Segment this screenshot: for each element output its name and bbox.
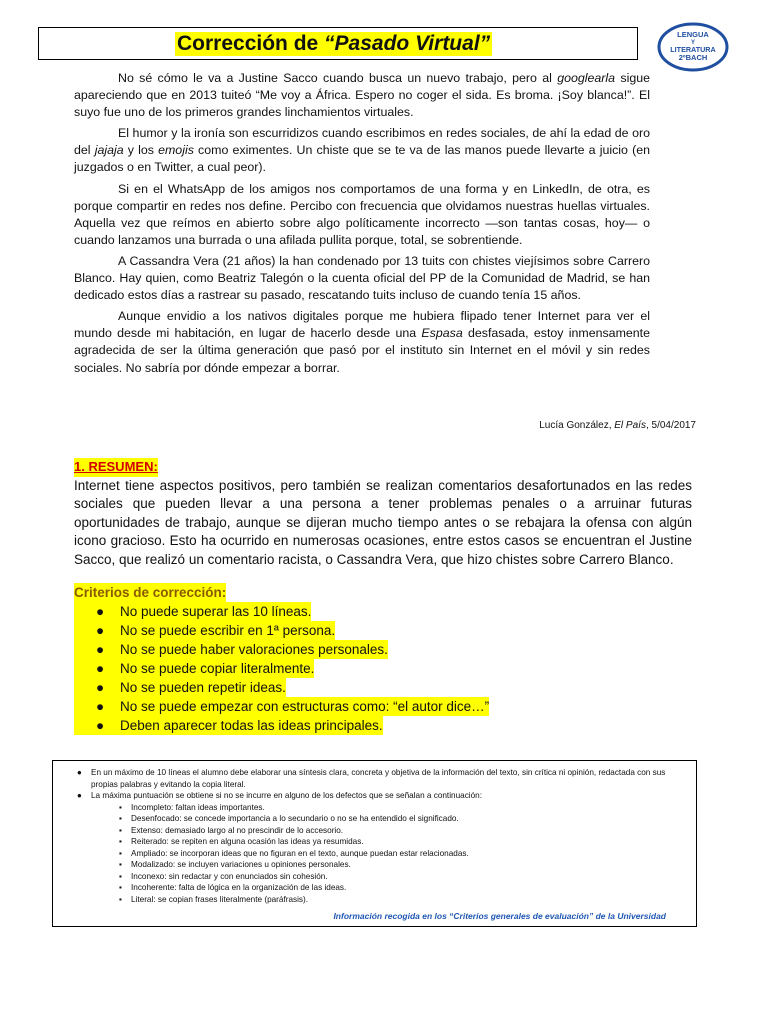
square-bullet-icon: ▪	[119, 848, 122, 858]
square-bullet-icon: ▪	[119, 871, 122, 881]
criteria-section	[74, 583, 524, 735]
source-note: Información recogida en los “Criterios generales de evaluación” de la Universidad	[333, 910, 666, 921]
list-item: ▪ Literal: se copian frases literalmente (paráfrasis).	[119, 894, 309, 904]
article-paragraph: El humor y la ironía son escurridizos cuando escribimos en redes sociales, de ahí la edad de oro del jajaja y los emojis como eximentes. Un chiste que se te va de las manos puede llevarte a juicio (en juzgados o en Twitter, a cual peor).	[74, 126, 650, 175]
list-item: ▪ Desenfocado: se concede importancia a lo secundario o no se ha entendido el significado.	[119, 814, 459, 823]
square-bullet-icon: ▪	[119, 860, 122, 869]
article-author: Lucía González, El País, 5/04/2017	[539, 420, 696, 431]
bullet-icon: ●	[77, 768, 82, 777]
square-bullet-icon: ▪	[119, 894, 122, 904]
article-paragraph: Aunque envidio a los nativos digitales porque me hubiera flipado tener Internet para ver el mundo desde mi habitación, en lugar de hacerlo desde una Espasa desfasada, estoy inmensamente agradecida de ser la última generación que pasó por el instituto sin Internet en el móvil y sin redes sociales. No sabría por dónde empezar a borrar.	[74, 309, 651, 375]
logo-line1: LENGUA	[677, 30, 709, 39]
list-item: ● En un máximo de 10 líneas el alumno debe elaborar una síntesis clara, concreta y objetiva de la información del texto, sin crítica ni opinión, redactada con sus propias palabras y evitando la copia literal.	[77, 768, 666, 789]
bullet-icon: ●	[96, 623, 105, 638]
square-bullet-icon: ▪	[119, 883, 122, 892]
bullet-icon: ●	[96, 699, 105, 714]
bullet-icon: ●	[96, 661, 105, 676]
logo-line3: LITERATURA	[670, 45, 716, 54]
square-bullet-icon: ▪	[119, 837, 122, 846]
list-item: ▪ Reiterado: se repiten en alguna ocasión las ideas ya resumidas.	[119, 837, 364, 846]
article-paragraph: Si en el WhatsApp de los amigos nos comportamos de una forma y en LinkedIn, de otra, es porque compartir en redes nos define. Percibo con frecuencia que olvidamos nuestras huellas virtuales. Aquella vez que reímos en abierto sobre algo políticamente incorrecto —son tantas cosas, hoy— o cuando lanzamos una burrada o una afilada pullita porque, total, se sobrentiende.	[74, 181, 650, 247]
square-bullet-icon: ▪	[119, 802, 122, 812]
list-item: ● No se puede escribir en 1ª persona.	[74, 621, 524, 640]
criteria-title: Criterios de corrección:	[74, 585, 227, 600]
article-paragraph: A Cassandra Vera (21 años) la han condenado por 13 tuits con chistes viejísimos sobre Carrero Blanco. Hay quien, como Beatriz Talegón o la cuenta oficial del PP de la Comunidad de Madrid, se han dedicado estos días a rastrear su pasado, rescatando tuits incluso de cuando tenía 15 años.	[74, 253, 650, 303]
bullet-icon: ●	[96, 642, 105, 657]
list-item: ▪ Incompleto: faltan ideas importantes.	[119, 802, 265, 812]
evaluation-info-box	[52, 760, 697, 927]
list-item: ▪ Inconexo: sin redactar y con enunciados sin cohesión.	[119, 871, 328, 881]
list-item: ● No se puede haber valoraciones personales.	[74, 640, 524, 659]
list-item: ● No se puede copiar literalmente.	[74, 659, 524, 678]
title-emphasis: “Pasado Virtual”	[324, 32, 491, 55]
square-bullet-icon: ▪	[119, 825, 122, 835]
list-item: ▪ Ampliado: se incorporan ideas que no figuran en el texto, aunque puedan estar relacionadas.	[119, 848, 469, 858]
article-text	[74, 70, 650, 381]
title-prefix: Corrección de	[177, 32, 325, 55]
bullet-icon: ●	[96, 604, 105, 619]
list-item: ▪ Incoherente: falta de lógica en la organización de las ideas.	[119, 883, 347, 892]
list-item: ● No puede superar las 10 líneas.	[74, 602, 524, 621]
lengua-literatura-logo	[656, 22, 730, 72]
defects-list	[77, 802, 672, 906]
list-item: ● La máxima puntuación se obtiene si no se incurre en alguno de los defectos que se señalan a continuación:	[77, 791, 482, 800]
bullet-icon: ●	[96, 680, 105, 695]
list-item: ● No se puede empezar con estructuras como: “el autor dice…”	[74, 697, 524, 716]
criteria-list	[74, 602, 524, 735]
bullet-icon: ●	[96, 718, 105, 733]
resumen-text: Internet tiene aspectos positivos, pero también se realizan comentarios desafortunados en las redes sociales que pueden llevar a una persona a tener problemas penales o a arruinar futuras oportunidades de trabajo, aunque se dijeran mucho tiempo antes o se rebajara la ofensa con algún icono gracioso. Esto ha ocurrido en numerosas ocasiones, entre estos casos se encuentran el Justine Sacco, que realizó un comentario racista, o Cassandra Vera, que hizo chistes sobre Carrero Blanco.	[74, 477, 692, 567]
logo-line2: Y	[690, 40, 696, 46]
article-paragraph: No sé cómo le va a Justine Sacco cuando busca un nuevo trabajo, pero al googlearla sigue apareciendo que en 2013 tuiteó “Me voy a África. Espero no coger el sida. Es broma. ¡Soy blanca!”. El suyo fue uno de los primeros grandes linchamientos virtuales.	[74, 71, 650, 120]
list-item: ● Deben aparecer todas las ideas principales.	[74, 716, 524, 735]
resumen-heading: 1. RESUMEN:	[74, 458, 158, 477]
list-item: ● No se pueden repetir ideas.	[74, 678, 524, 697]
list-item: ▪ Extenso: demasiado largo al no prescindir de lo accesorio.	[119, 825, 344, 835]
bullet-icon: ●	[77, 791, 82, 800]
square-bullet-icon: ▪	[119, 814, 122, 823]
list-item: ▪ Modalizado: se incluyen variaciones u opiniones personales.	[119, 860, 351, 869]
resumen-section	[74, 458, 692, 569]
logo-line4: 2ºBACH	[678, 53, 708, 62]
page-title	[175, 32, 492, 56]
